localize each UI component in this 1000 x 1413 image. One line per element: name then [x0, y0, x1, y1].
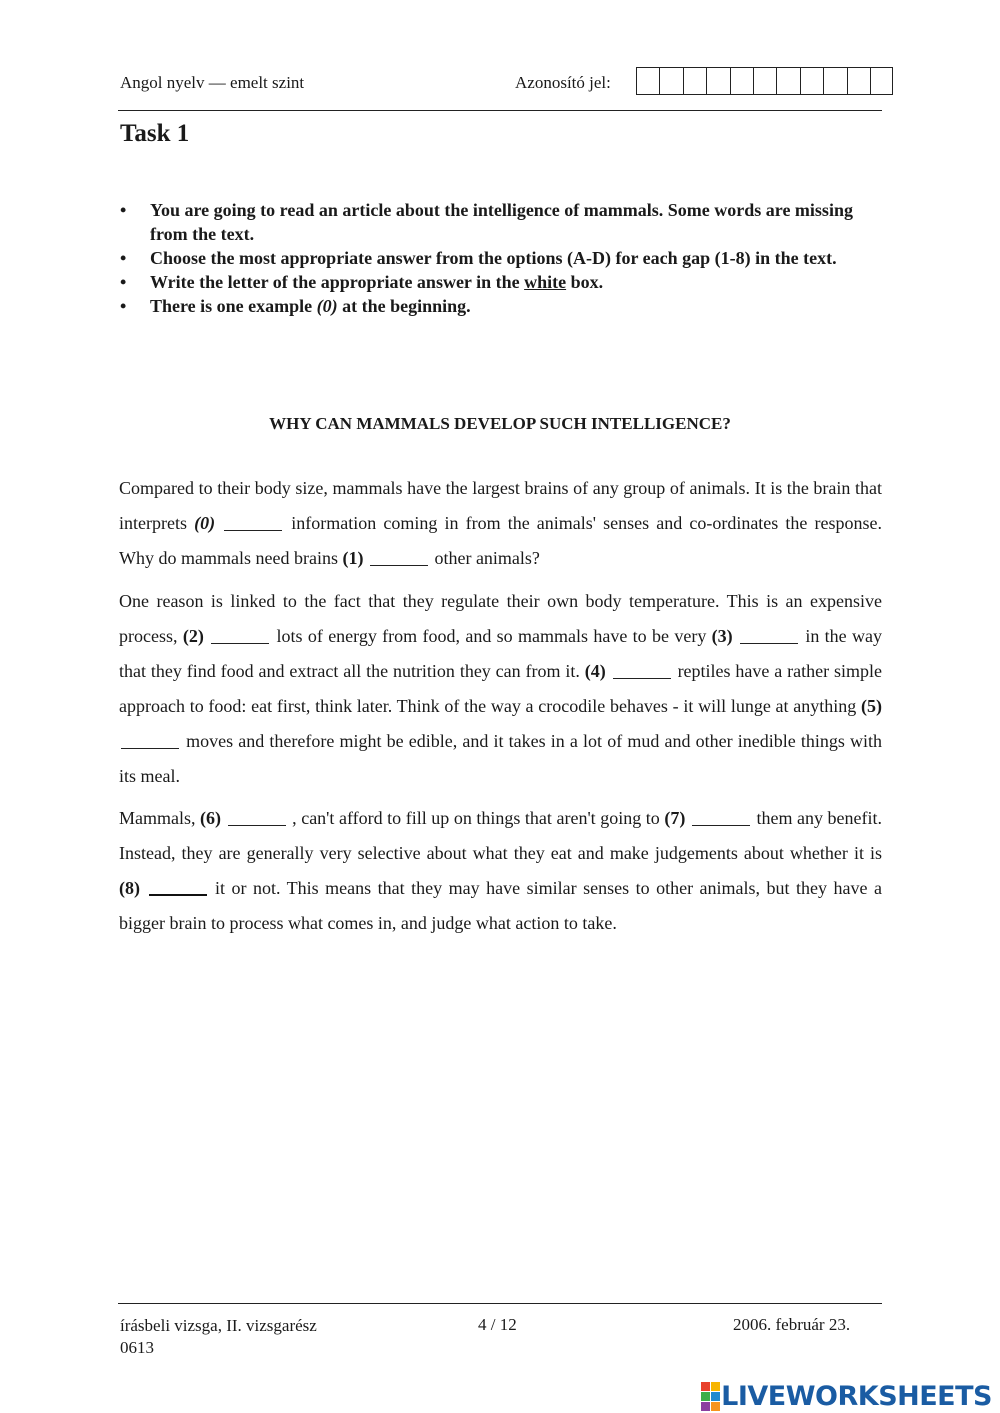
id-box[interactable] — [659, 67, 682, 95]
gap-label-0: (0) — [194, 513, 216, 533]
logo-tile — [711, 1392, 720, 1401]
liveworksheets-icon — [701, 1382, 719, 1410]
id-box[interactable] — [753, 67, 776, 95]
gap-0 — [224, 512, 282, 531]
bullet-icon: • — [120, 200, 127, 220]
gap-6[interactable] — [228, 807, 286, 826]
id-box[interactable] — [706, 67, 729, 95]
gap-label-4: (4) — [584, 661, 606, 681]
article-paragraph-1: Compared to their body size, mammals have the largest brains of any group of animals. It is the brain that interprets (0) information coming in from the animals' senses and co-ordinates the response. Why do mammals need brains (1) other animals? — [119, 478, 882, 568]
bullet-icon: • — [120, 296, 127, 316]
gap-label-6: (6) — [200, 808, 222, 828]
instruction-item: • Write the letter of the appropriate answer in the white box. — [120, 272, 604, 292]
footer-exam-info — [120, 1315, 317, 1359]
underlined-white: white — [524, 272, 567, 292]
footer-date: 2006. február 23. — [733, 1315, 851, 1334]
gap-5[interactable] — [121, 730, 179, 749]
footer-divider — [118, 1303, 882, 1304]
bullet-icon: • — [120, 272, 127, 292]
gap-7[interactable] — [692, 807, 750, 826]
instruction-item: • Choose the most appropriate answer from the options (A-D) for each gap (1-8) in the text. — [120, 248, 837, 268]
gap-4[interactable] — [613, 660, 671, 679]
header-divider — [118, 110, 882, 111]
instruction-item: • You are going to read an article about the intelligence of mammals. Some words are missing from the text. — [120, 200, 853, 244]
gap-label-5: (5) — [861, 696, 882, 716]
article-paragraph-3: Mammals, (6) , can't afford to fill up on things that aren't going to (7) them any benefit. Instead, they are generally very selective about what they eat and make judgements about whether it is (8) it or not. This means that they may have similar senses to other animals, but they have a bigger brain to process what comes in, and judge what action to take. — [119, 808, 883, 933]
task-title: Task 1 — [120, 120, 190, 147]
id-box[interactable] — [776, 67, 799, 95]
gap-label-7: (7) — [664, 808, 686, 828]
instruction-item: • There is one example (0) at the beginning. — [120, 296, 471, 316]
logo-tile — [711, 1382, 720, 1391]
article-paragraph-2: One reason is linked to the fact that they regulate their own body temperature. This is an expensive process, (2) lots of energy from food, and so mammals have to be very (3) in the way that they find food and extract all the nutrition they can from it. (4) reptiles have a rather simple approach to food: eat first, think later. Think of the way a crocodile behaves - it will lunge at anything (5) moves and therefore might be edible, and it takes in a lot of mud and other inedible things with its meal. — [119, 591, 882, 786]
gap-label-2: (2) — [182, 626, 204, 646]
logo-tile — [711, 1402, 720, 1411]
gap-label-8: (8) — [119, 878, 140, 898]
id-box[interactable] — [800, 67, 823, 95]
id-box[interactable] — [730, 67, 753, 95]
liveworksheets-logo[interactable] — [701, 1380, 992, 1412]
id-boxes — [636, 67, 893, 95]
footer-page-number: 4 / 12 — [478, 1315, 517, 1334]
id-box[interactable] — [636, 67, 659, 95]
gap-label-1: (1) — [342, 548, 364, 568]
id-box[interactable] — [683, 67, 706, 95]
header-subject: Angol nyelv — emelt szint — [120, 73, 305, 92]
gap-label-3: (3) — [711, 626, 733, 646]
logo-tile — [701, 1382, 710, 1391]
gap-3[interactable] — [740, 625, 798, 644]
gap-8[interactable] — [149, 876, 207, 896]
liveworksheets-wordmark: LIVEWORKSHEETS — [721, 1380, 992, 1412]
id-box[interactable] — [823, 67, 846, 95]
gap-2[interactable] — [211, 625, 269, 644]
id-box[interactable] — [870, 67, 893, 95]
id-box[interactable] — [847, 67, 870, 95]
instructions-list — [120, 198, 880, 318]
logo-tile — [701, 1392, 710, 1401]
logo-tile — [701, 1402, 710, 1411]
gap-1[interactable] — [370, 547, 428, 566]
footer-exam-name: írásbeli vizsga, II. vizsgarész — [120, 1316, 317, 1335]
id-label: Azonosító jel: — [515, 73, 611, 92]
footer-exam-code: 0613 — [120, 1338, 154, 1357]
article-title: WHY CAN MAMMALS DEVELOP SUCH INTELLIGENCE? — [269, 414, 731, 433]
bullet-icon: • — [120, 248, 127, 268]
